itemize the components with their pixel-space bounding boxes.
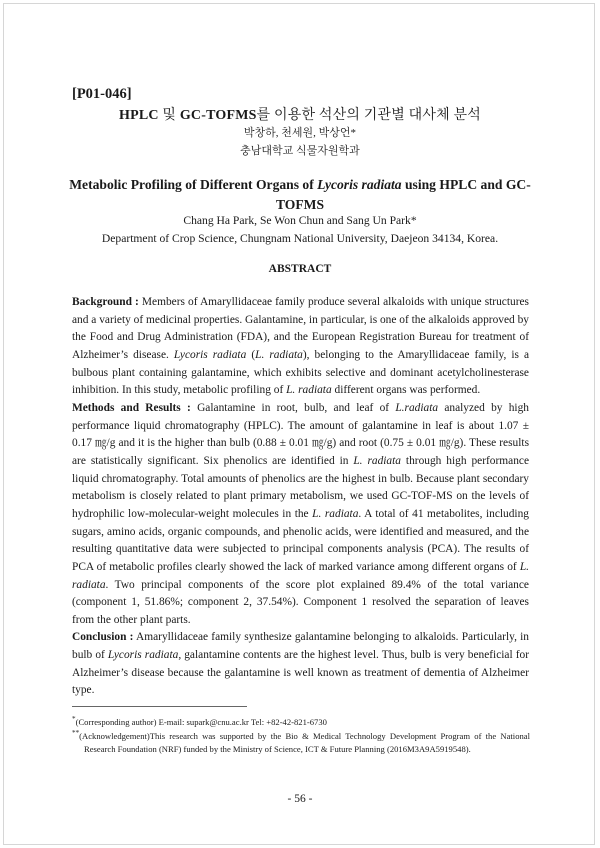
methods-species-2: L. radiata [353,454,401,467]
abstract-heading: ABSTRACT [268,263,332,275]
korean-title-gc: GC-TOFMS [179,108,257,123]
english-title-species: Lycoris radiata [317,177,402,192]
background-text-3: ), belonging to the Amaryllidaceae family, is a bulbous plant containing galantamine, which exhibits selective and dominant acetylcholinesterase inhibition. In this study, metabolic profiling of [72,348,530,397]
korean-department: 충남대학교 식물자원학과 [240,145,360,157]
conclusion-paragraph [72,629,529,700]
background-species-2: L. radiata [255,348,303,361]
korean-title-join: 및 [158,108,180,123]
methods-text-4: . A total of 41 metabolites, including sugars, amino acids, organic compounds, and phenolic acids, were identified and measured, and the resulting quantitative data were subjected to principal components analysis (PCA). The results of PCA of metabolic profiles clearly showed the lack of marked variance among different organs of [72,507,529,573]
page-number: - 56 - [287,793,313,805]
footnote-acknowledgement [72,727,530,756]
background-text-4: different organs was performed. [331,384,481,397]
conclusion-text-2: galantamine contents are the highest level. Thus, bulb is very beneficial for Alzheimer’s disease because the galantamine is well known as treatment of dementia of Alzheimer type. [72,649,529,697]
english-department: Department of Crop Science, Chungnam National University, Daejeon 34134, Korea. [101,232,499,245]
footnote-text-1: (Corresponding author) E-mail: supark@cnu.ac.kr Tel: +82-42-821-6730 [75,716,327,727]
poster-code: [P01-046] [72,86,132,102]
background-text-2: ( [246,348,256,361]
korean-title-rest: 를 이용한 석산의 기관별 대사체 분석 [256,108,481,123]
english-authors: Chang Ha Park, Se Won Chun and Sang Un Park* [183,214,417,227]
background-species-1: Lycoris radiata [173,348,247,361]
korean-title [60,104,540,124]
korean-title-hplc: HPLC [119,108,159,123]
footnote-text-2: (Acknowledgement)This research was supported by the Bio & Medical Technology Development Program of the National Research Foundation (NRF) funded by the Ministry of Science, ICT & Future Planning (2016M3A9A5919548). [79,730,530,754]
methods-text-5: . Two principal components of the score plot explained 89.4% of the total variance (component 1, 51.86%; component 2, 37.54%). Component 1 resolved the separation of leaves from the other plant parts. [72,578,529,626]
footnote-mark-1: * [72,715,76,723]
english-title-part2: using HPLC and GC-TOFMS [275,177,531,212]
methods-species-4: L. radiata [72,560,529,591]
conclusion-species-1: Lycoris radiata, [107,649,182,662]
footnote-mark-2: ** [72,729,80,737]
methods-text-1: Galantamine in root, bulb, and leaf of [190,401,396,414]
english-title [60,175,540,215]
background-species-3: L. radiata [286,384,332,397]
conclusion-text-1: Amaryllidaceae family synthesize galantamine belonging to alkaloids. Particularly, in bulb of [72,631,529,662]
methods-text-2: analyzed by high performance liquid chromatography (HPLC). The amount of galantamine in leaf is about 1.07 ± 0.17 ㎎/g and it is the higher than bulb (0.88 ± 0.01 ㎎/g) and root (0.75 ± 0.01 ㎎/g). These results are statistically significant. Six phenolics are identified in [72,401,529,467]
background-label: Background : [72,296,139,308]
footnote-divider [72,706,247,707]
abstract-body [72,294,529,700]
korean-authors: 박창하, 천세원, 박상언* [243,127,357,139]
conclusion-label: Conclusion : [72,631,134,644]
methods-species-3: L. radiata [312,507,359,520]
methods-label: Methods and Results : [72,401,191,414]
methods-species-1: L.radiata [395,401,439,414]
background-text-1: Members of Amaryllidaceae family produce several alkaloids with unique structures and a variety of medicinal properties. Galantamine, in particular, is one of the alkaloids approved by the Food and Drug Administration (FDA), and the European Registration Bureau for treatment of Alzheimer’s disease. [72,296,529,361]
background-paragraph [72,294,529,400]
methods-paragraph [72,400,529,630]
methods-text-3: through high performance liquid chromatography. Total amounts of phenolics are the highest in bulb. Because plant secondary metabolism is closely related to plant primary metabolism, we used GC-TOF-MS on the levels of hydrophilic low-molecular-weight molecules in the [72,454,529,520]
english-title-part1: Metabolic Profiling of Different Organs of [69,177,318,192]
